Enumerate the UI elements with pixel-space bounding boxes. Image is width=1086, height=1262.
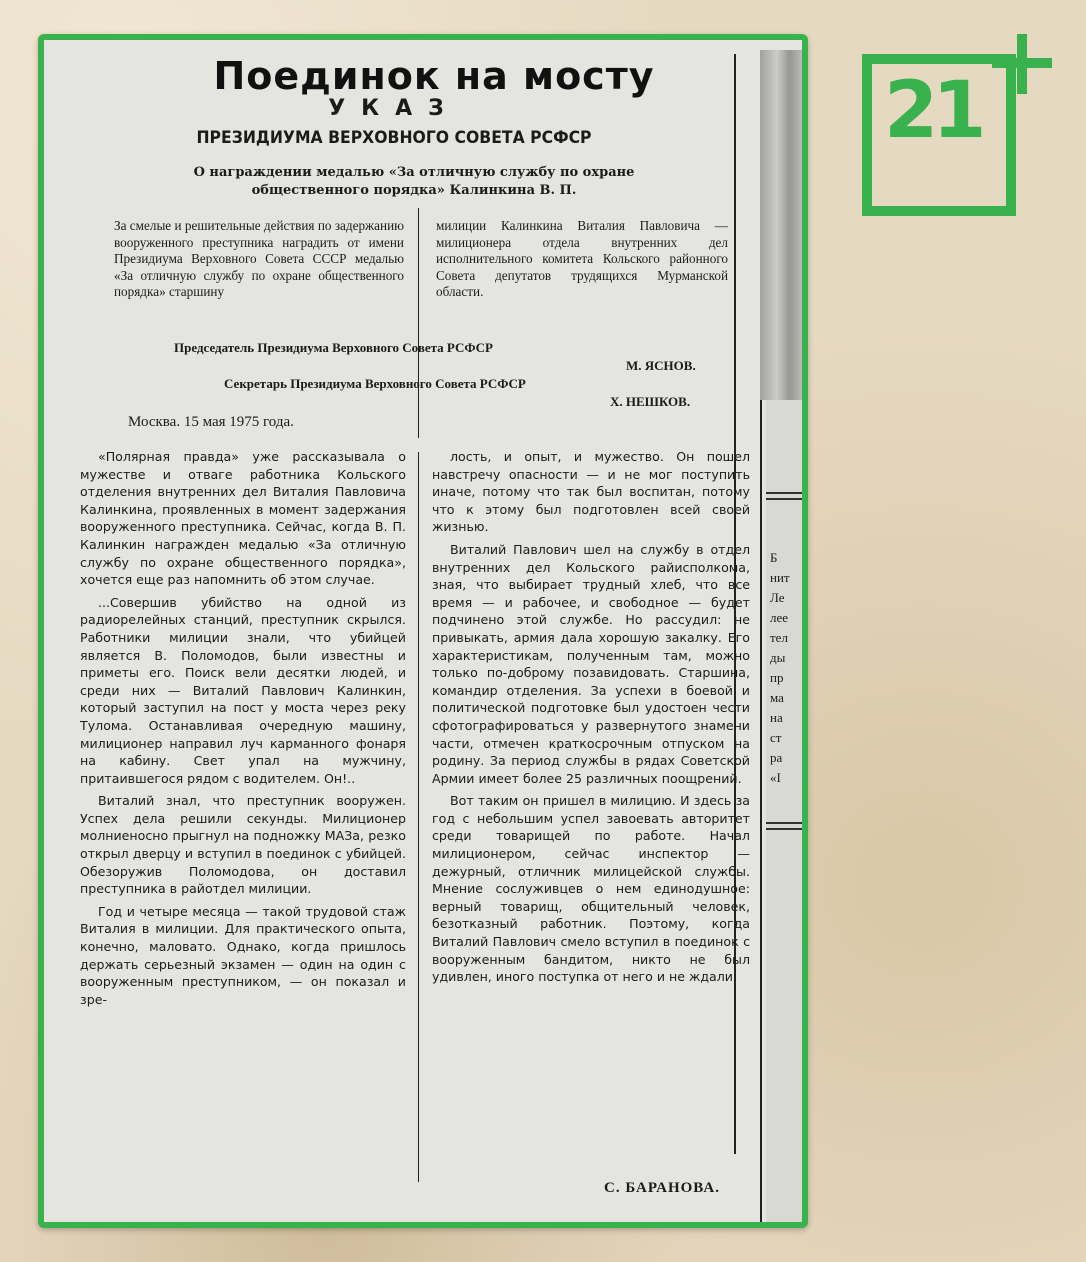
fragment-line: на — [770, 710, 783, 725]
adjacent-photo-fragment — [760, 50, 802, 400]
fragment-line: Б — [770, 550, 778, 565]
decree-subtitle — [144, 164, 684, 200]
article-paragraph: Год и четыре месяца — такой трудовой стаж Виталия в милиции. Для практического опыта, конечно, маловато. Однако, когда пришлось держать серьезный экзамен — один на один с вооруженным преступником, — он показал и зре- — [80, 903, 406, 1007]
rule-double — [766, 822, 802, 830]
adjacent-column-strip — [766, 400, 802, 1222]
fragment-line: тел — [770, 630, 788, 645]
article-byline: С. БАРАНОВА. — [604, 1180, 720, 1196]
decree-date: Москва. 15 мая 1975 года. — [128, 414, 294, 430]
fragment-line: ды — [770, 650, 786, 665]
fragment-line: Ле — [770, 590, 785, 605]
column-rule — [760, 400, 762, 1222]
chairman-name: М. ЯСНОВ. — [626, 358, 696, 373]
rule-double — [766, 492, 802, 500]
article-paragraph: «Полярная правда» уже рассказывала о мужестве и отваге работника Кольского отделения внутренних дел Виталия Павловича Калинкина, проявленных в момент задержания вооруженного преступника. Сейчас, когда В. П. Калинкин награжден медалью «За отличную службу по охране общественного порядка», хочется еще раз напомнить об этом случае. — [80, 449, 406, 588]
fragment-line: ст — [770, 730, 782, 745]
fragment-line: лее — [770, 610, 789, 625]
decree-body-left: За смелые и решительные действия по задержанию вооруженного преступника наградить от имени Президиума Верховного Совета СССР медалью «За отличную службу по охране общественного порядка» старшину — [114, 218, 404, 299]
secretary-title: Секретарь Президиума Верховного Совета РСФСР — [224, 376, 526, 391]
newspaper-clipping — [38, 34, 808, 1228]
subtitle-line: О награждении медалью «За отличную службу по охране — [193, 165, 635, 180]
column-divider — [418, 208, 419, 438]
article-column-left — [80, 448, 406, 1013]
adjacent-column-text — [770, 548, 800, 788]
decree-authority: ПРЕЗИДИУМА ВЕРХОВНОГО СОВЕТА РСФСР — [196, 128, 592, 148]
decree-body-right: милиции Калинкина Виталия Павловича — милиционера отдела внутренних дел исполнительного комитета Кольского районного Совета депутатов трудящихся Мурманской области. — [436, 218, 728, 299]
article-paragraph: ...Совершив убийство на одной из радиорелейных станций, преступник скрылся. Работники милиции знали, что убийцей является В. Поломодов, были известны и приметы его. Поиск вели десятки людей, и среди них — Виталий Павлович Калинкин, который заступил на пост у моста через реку Тулома. Останавливая очередную машину, милиционер направил луч карманного фонаря на кабину. Свет упал на мужчину, притаившегося рядом с водителем. Он!.. — [80, 594, 406, 786]
plus-icon — [1017, 34, 1027, 94]
article-paragraph: Виталий Павлович шел на службу в отдел внутренних дел Кольского райисполкома, зная, что выбирает трудный хлеб, что все время — и рабочее, и свободное — будет подчинено этой службе. Но рассудил: не привыкать, армия дала хорошую закалку. Его характеристикам, полученным там, можно только по-доброму позавидовать. Старшина, командир отделения. За успехи в боевой и политической подготовке был удостоен чести сфотографироваться у развернутого знамени части, отмечен краткосрочным отпуском на родину. За период службы в рядах Советской Армии имеет более 25 различных поощрений. — [432, 541, 750, 786]
subtitle-line: общественного порядка» Калинкина В. П. — [251, 183, 577, 198]
secretary-name: Х. НЕШКОВ. — [610, 394, 691, 409]
fragment-line: пр — [770, 670, 784, 685]
logo-number: 21 — [884, 66, 981, 156]
article-paragraph: лость, и опыт, и мужество. Он пошел навстречу опасности — и не мог поступить иначе, потому что так был воспитан, потому что к этому был подготовлен всей своей жизнью. — [432, 449, 750, 535]
fragment-line: ма — [770, 690, 784, 705]
fragment-line: нит — [770, 570, 790, 585]
fragment-line: ра — [770, 750, 783, 765]
column-divider — [418, 452, 419, 1182]
decree-title: УКАЗ — [328, 96, 460, 121]
page-title: Поединок на мосту — [213, 54, 655, 98]
fragment-line: «І — [770, 770, 781, 785]
article-paragraph: Вот таким он пришел в милицию. И здесь за год с небольшим успел завоевать авторитет среди товарищей по работе. Начал милиционером, сейчас инспектор — дежурный, отличник милицейской службы. Мнение сослуживцев о нем единодушное: верный товарищ, общительный человек, безотказный работник. Поэтому, когда Виталий Павлович смело вступил в поединок с вооруженным бандитом, никто не был удивлен, иного поступка от него и не ждали. — [432, 793, 750, 985]
clipping-content — [44, 40, 802, 1222]
article-column-right — [432, 448, 750, 991]
chairman-title: Председатель Президиума Верховного Совета РСФСР — [174, 340, 493, 355]
brand-logo — [862, 48, 1022, 218]
article-paragraph: Виталий знал, что преступник вооружен. Успех дела решили секунды. Милиционер молниеносно прыгнул на подножку МАЗа, резко открыл дверцу и вступил в поединок с убийцей. Обезоружив Поломодова, он доставил преступника в райотдел милиции. — [80, 793, 406, 897]
